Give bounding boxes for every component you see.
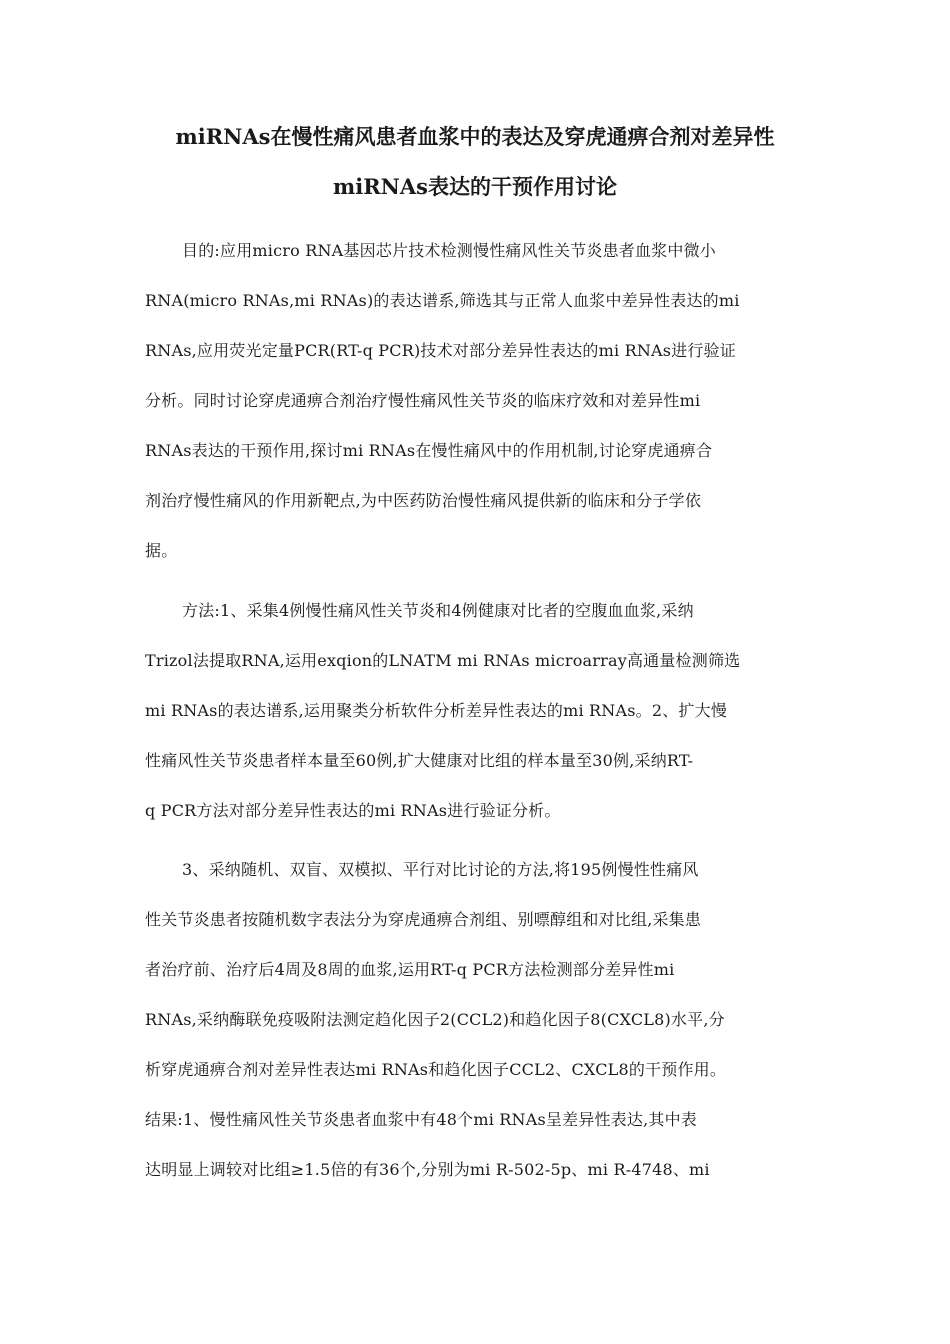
paragraph-line: RNA(micro RNAs,mi RNAs)的表达谱系,筛选其与正常人血浆中差异性表达的mi [145, 291, 740, 310]
paragraph-line: 者治疗前、治疗后4周及8周的血浆,运用RT-q PCR方法检测部分差异性mi [145, 960, 675, 979]
paragraph-line: RNAs表达的干预作用,探讨mi RNAs在慢性痛风中的作用机制,讨论穿虎通痹合 [145, 441, 713, 460]
paragraph-line: 性痛风性关节炎患者样本量至60例,扩大健康对比组的样本量至30例,采纳RT- [145, 751, 694, 770]
paragraph-line: mi RNAs的表达谱系,运用聚类分析软件分析差异性表达的mi RNAs。2、扩大慢 [145, 701, 728, 720]
paragraph-line: 性关节炎患者按随机数字表法分为穿虎通痹合剂组、别嘌醇组和对比组,采集患 [145, 910, 702, 929]
paragraph-line: 结果:1、慢性痛风性关节炎患者血浆中有48个mi RNAs呈差异性表达,其中表 [145, 1110, 698, 1129]
paragraph-line: 3、采纳随机、双盲、双模拟、平行对比讨论的方法,将195例慢性性痛风 [182, 860, 699, 879]
paragraph-line: 方法:1、采集4例慢性痛风性关节炎和4例健康对比者的空腹血血浆,采纳 [182, 601, 694, 620]
paragraph-line: 析穿虎通痹合剂对差异性表达mi RNAs和趋化因子CCL2、CXCL8的干预作用。 [145, 1060, 727, 1079]
paragraph-line: RNAs,应用荧光定量PCR(RT-q PCR)技术对部分差异性表达的mi RNAs进行验证 [145, 341, 736, 360]
paragraph-line: 据。 [145, 541, 178, 560]
paragraph-line: 目的:应用micro RNA基因芯片技术检测慢性痛风性关节炎患者血浆中微小 [182, 241, 717, 260]
title-line-1: miRNAs在慢性痛风患者血浆中的表达及穿虎通痹合剂对差异性 [175, 124, 775, 149]
paragraph-line: RNAs,采纳酶联免疫吸附法测定趋化因子2(CCL2)和趋化因子8(CXCL8)水平,分 [145, 1010, 725, 1029]
paragraph-line: q PCR方法对部分差异性表达的mi RNAs进行验证分析。 [145, 801, 561, 820]
paragraph-line: 达明显上调较对比组≥1.5倍的有36个,分别为mi R-502-5p、mi R-4748、mi [145, 1160, 710, 1179]
paragraph-line: Trizol法提取RNA,运用exqion的LNATM mi RNAs microarray高通量检测筛选 [145, 651, 741, 670]
paragraph-line: 分析。同时讨论穿虎通痹合剂治疗慢性痛风性关节炎的临床疗效和对差异性mi [145, 391, 701, 410]
paragraph-line: 剂治疗慢性痛风的作用新靶点,为中医药防治慢性痛风提供新的临床和分子学依 [145, 491, 702, 510]
title-line-2: miRNAs表达的干预作用讨论 [333, 174, 617, 199]
